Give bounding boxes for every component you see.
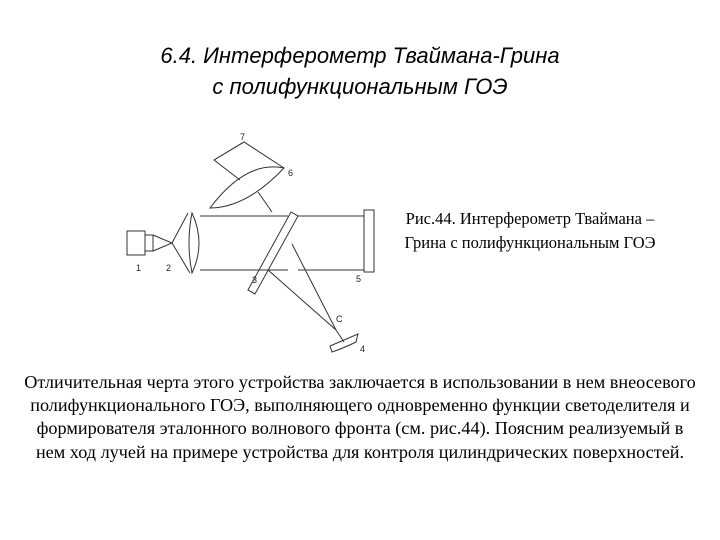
collimator-lens [189,213,199,273]
label-5: 5 [356,274,362,284]
label-2: 2 [166,263,172,273]
collimated-beam [200,216,288,270]
label-4: 4 [360,344,366,354]
slide-title [0,40,720,102]
laser-source [127,231,145,255]
interferometer-diagram [118,120,398,365]
upper-to-splitter-beam [258,192,272,212]
hoe-element [210,167,284,208]
body-paragraph: Отличительная черта этого устройства заключается в использовании в нем внеосевого полифункционального ГОЭ, выполняющего одновременно функции светоделителя и формирователя эталонного волнового фронта (см. рис.44). Поясним реализуемый в нем ход лучей на примере устройства для контроля цилиндрических поверхностей. [24,372,696,462]
upper-beam-path [214,142,284,180]
test-arm-beam [268,244,336,330]
label-7: 7 [240,132,246,142]
test-surface [330,334,358,352]
test-focus-line [336,330,344,342]
label-c: C [336,314,343,324]
label-3: 3 [252,275,258,285]
label-1: 1 [136,263,142,273]
label-6: 6 [288,168,294,178]
lens-seven [214,142,244,160]
reference-mirror [364,210,374,272]
figure-caption: Рис.44. Интерферометр Тваймана – Грина с полифункциональным ГОЭ [404,209,656,252]
laser-nozzle [145,235,153,251]
reference-arm-beam [298,216,364,270]
slide-title-line-1: 6.4. Интерферометр Тваймана-Грина [160,43,560,68]
focusing-beam [153,235,172,251]
slide-title-line-2: с полифункциональным ГОЭ [212,74,508,99]
diverging-beam [172,213,190,273]
